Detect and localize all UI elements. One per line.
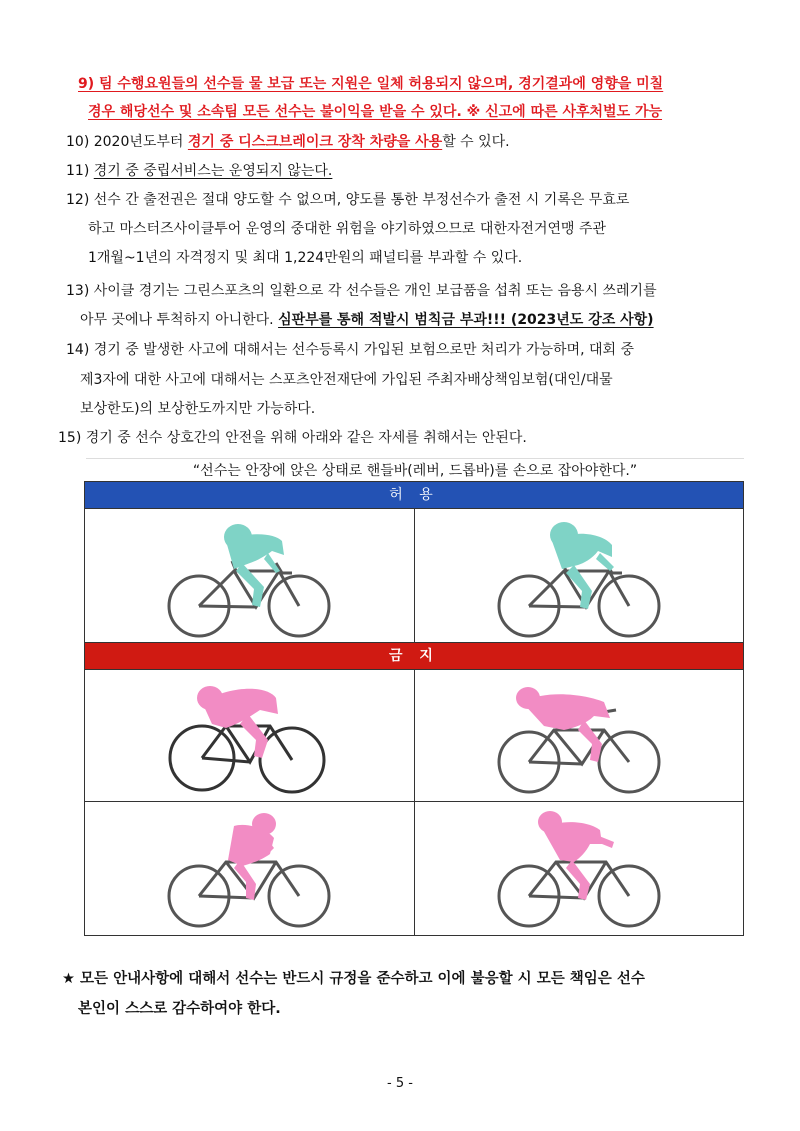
allowed-posture-2-cell (414, 509, 744, 642)
forbidden-posture-1-cell (85, 670, 414, 801)
rule-14-line-3: 보상한도)의 보상한도까지만 가능하다. (80, 401, 316, 417)
rule-9-line-2: 경우 해당선수 및 소속팀 모든 선수는 불이익을 받을 수 있다. ※ 신고에 따른 사후처벌도 가능 (88, 104, 663, 120)
rule-12-line-2: 하고 마스터즈사이클투어 운영의 중대한 위험을 야기하였으므로 대한자전거연맹 주관 (88, 221, 607, 237)
rule-10 (66, 132, 510, 152)
forbidden-posture-4-cell (414, 802, 744, 935)
rule-12-line-1: 12) 선수 간 출전권은 절대 양도할 수 없으며, 양도를 통한 부정선수가 출전 시 기록은 무효로 (66, 192, 630, 208)
forbidden-row-2 (85, 801, 743, 935)
posture-quote: “선수는 안장에 앉은 상태로 핸들바(레버, 드롭바)를 손으로 잡아야한다.” (86, 458, 744, 481)
rule-13-line-1: 13) 사이클 경기는 그린스포츠의 일환으로 각 선수들은 개인 보급품을 섭취 또는 음용시 쓰레기를 (66, 283, 657, 299)
rule-10-emphasis: 경기 중 디스크브레이크 장착 차량을 사용 (187, 134, 443, 150)
forbidden-row-1 (85, 669, 743, 801)
rule-12-line-3: 1개월~1년의 자격정지 및 최대 1,224만원의 패널티를 부과할 수 있다. (88, 250, 523, 266)
rule-10-suffix: 할 수 있다. (442, 134, 510, 150)
allowed-posture-2-image (494, 511, 664, 641)
footer-note-line-2: 본인이 스스로 감수하여야 한다. (78, 1001, 281, 1017)
forbidden-posture-3-cell (85, 802, 414, 935)
rule-13-line-2-text: 아무 곳에나 투척하지 아니한다. (80, 312, 279, 328)
rule-13-line-2 (80, 310, 654, 330)
rule-11-prefix: 11) (66, 163, 94, 179)
forbidden-header: 금 지 (85, 642, 743, 669)
allowed-row (85, 508, 743, 642)
footer-note (62, 964, 645, 1024)
footer-note-line-1: ★ 모든 안내사항에 대해서 선수는 반드시 규정을 준수하고 이에 불응할 시 모든 책임은 선수 (62, 971, 645, 987)
posture-table (84, 481, 744, 936)
rule-13-emphasis: 심판부를 통해 적발시 범칙금 부과!!! (2023년도 강조 사항) (278, 312, 654, 328)
allowed-header: 허 용 (85, 482, 743, 508)
page-number: - 5 - (387, 1076, 413, 1091)
allowed-posture-1-image (164, 511, 334, 641)
rule-10-prefix: 10) 2020년도부터 (66, 134, 188, 150)
rule-11-emphasis: 경기 중 중립서비스는 운영되지 않는다. (93, 163, 333, 179)
rule-15-line-1: 15) 경기 중 선수 상호간의 안전을 위해 아래와 같은 자세를 취해서는 안된다. (58, 430, 527, 446)
forbidden-posture-2-image (494, 672, 664, 800)
forbidden-posture-2-cell (414, 670, 744, 801)
allowed-posture-1-cell (85, 509, 414, 642)
rule-11 (66, 161, 332, 181)
forbidden-posture-3-image (164, 804, 334, 934)
rule-14-line-1: 14) 경기 중 발생한 사고에 대해서는 선수등록시 가입된 보험으로만 처리가 가능하며, 대회 중 (66, 342, 634, 358)
rule-14-line-2: 제3자에 대한 사고에 대해서는 스포츠안전재단에 가입된 주최자배상책임보험(대인/대물 (80, 372, 613, 388)
forbidden-posture-4-image (494, 804, 664, 934)
rule-9-line-1: 9) 팀 수행요원들의 선수들 물 보급 또는 지원은 일체 허용되지 않으며, 경기결과에 영향을 미칠 (78, 76, 664, 92)
forbidden-posture-1-image (164, 672, 334, 800)
